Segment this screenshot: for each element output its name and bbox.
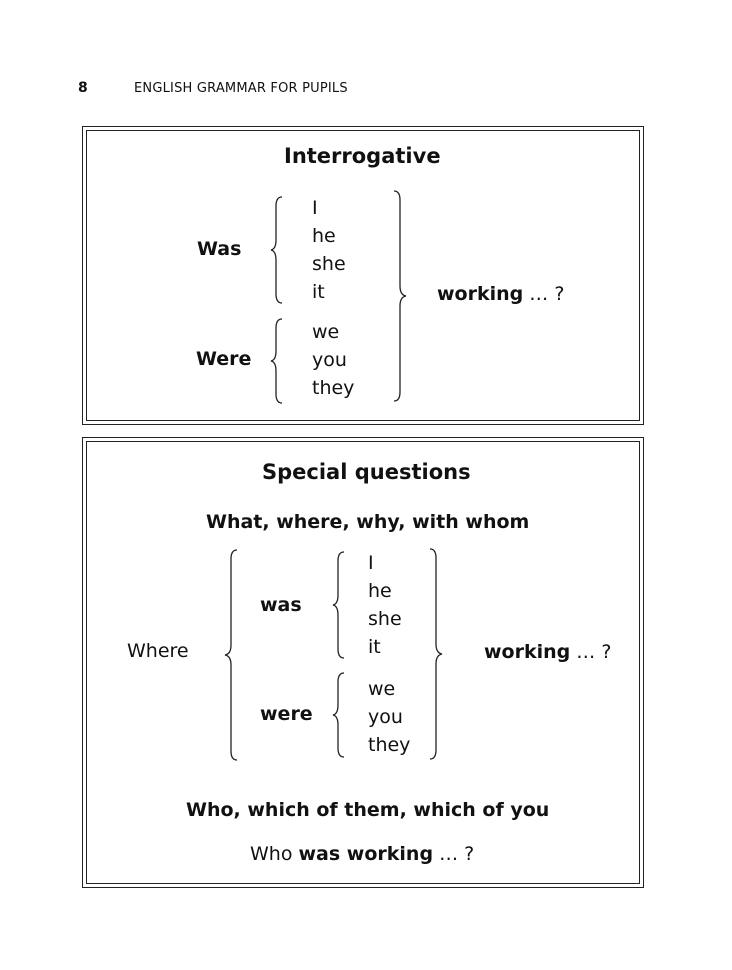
pronoun: you <box>312 349 347 371</box>
ellipsis-question: … ? <box>433 843 475 865</box>
was-label: Was <box>197 238 242 260</box>
outer-left-brace <box>224 549 240 761</box>
who-verb: was working <box>298 843 434 865</box>
was-pronoun-list <box>312 194 346 306</box>
interrogative-box <box>82 126 644 425</box>
were-pronoun-list <box>368 675 410 759</box>
pronoun: I <box>368 552 374 574</box>
were-left-brace <box>332 672 348 758</box>
pronoun: they <box>368 734 411 756</box>
interrogative-title: Interrogative <box>284 144 441 168</box>
pronoun: I <box>312 197 318 219</box>
special-right-brace <box>428 548 444 760</box>
pronoun: it <box>368 636 381 658</box>
was-left-brace <box>270 196 286 304</box>
was-left-brace <box>332 551 348 659</box>
were-label: were <box>260 703 313 725</box>
pronoun: he <box>368 580 392 602</box>
pronoun: we <box>368 678 396 700</box>
were-label: Were <box>196 348 252 370</box>
interrogative-verb-phrase <box>437 283 564 305</box>
page-number: 8 <box>78 80 88 96</box>
wh-words-subtitle: What, where, why, with whom <box>206 511 530 533</box>
pronoun: she <box>368 608 402 630</box>
were-pronoun-list <box>312 318 354 402</box>
where-label: Where <box>127 640 189 662</box>
pronoun: he <box>312 225 336 247</box>
was-pronoun-list <box>368 549 402 661</box>
pronoun: they <box>312 377 355 399</box>
special-questions-title: Special questions <box>262 460 471 484</box>
verb: working <box>437 283 524 305</box>
pronoun: you <box>368 706 403 728</box>
was-label: was <box>260 594 302 616</box>
book-title: ENGLISH GRAMMAR FOR PUPILS <box>134 81 348 96</box>
who-example <box>250 843 474 865</box>
pronoun: it <box>312 281 325 303</box>
ellipsis-question: … ? <box>570 641 612 663</box>
interrogative-right-brace <box>392 190 408 402</box>
pronoun: she <box>312 253 346 275</box>
ellipsis-question: … ? <box>523 283 565 305</box>
were-left-brace <box>270 318 286 404</box>
special-verb-phrase <box>484 641 611 663</box>
who-title: Who, which of them, which of you <box>186 799 550 821</box>
verb: working <box>484 641 571 663</box>
who-word: Who <box>250 843 299 865</box>
pronoun: we <box>312 321 340 343</box>
